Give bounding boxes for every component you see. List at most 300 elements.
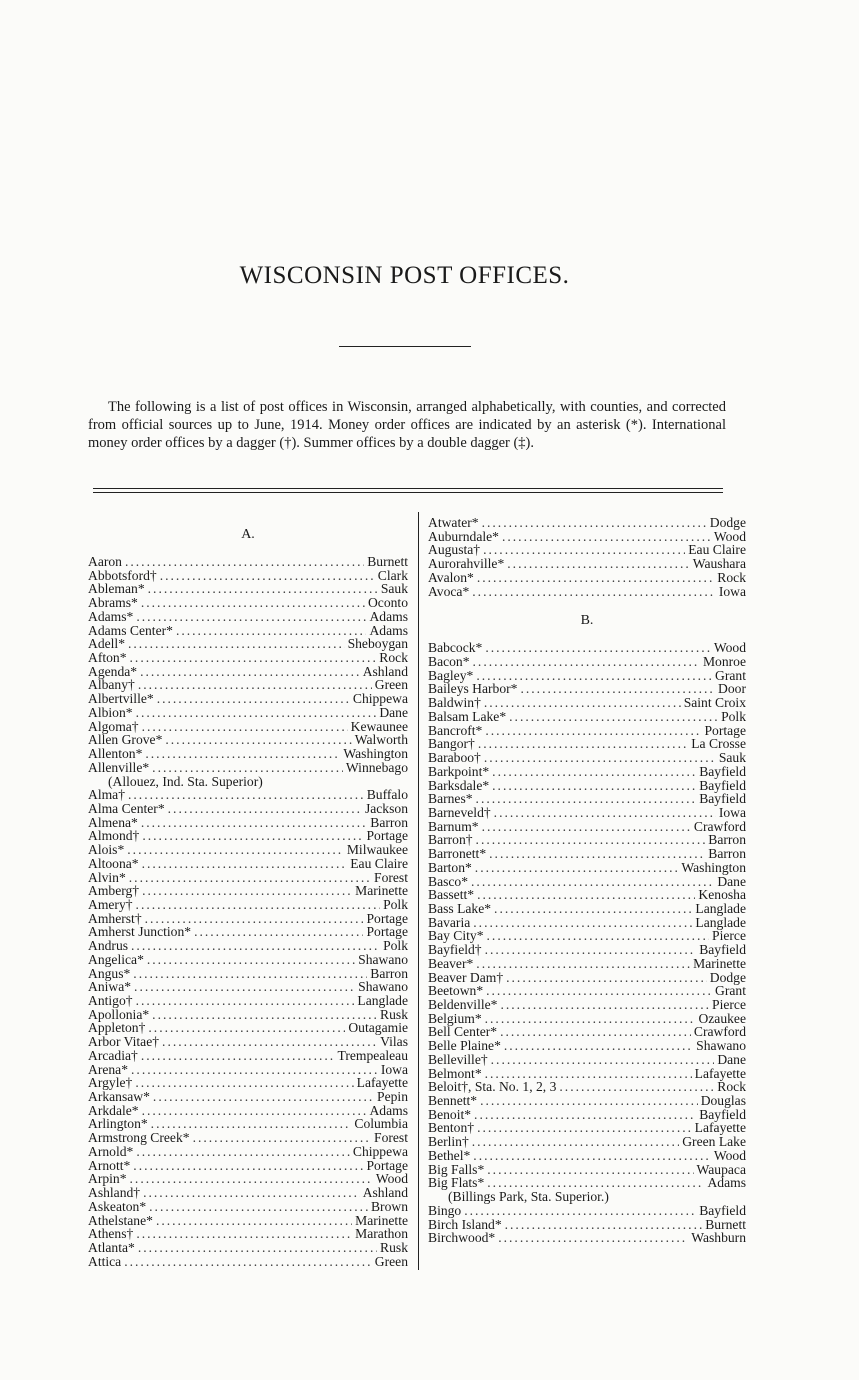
dot-leader [160, 569, 375, 583]
dot-leader [152, 1008, 377, 1022]
county-name: Marinette [355, 883, 408, 899]
dot-leader [485, 724, 701, 738]
post-office-name: Barksdale* [428, 777, 490, 793]
post-office-name: Apollonia* [88, 1006, 150, 1022]
county-name: Green [374, 677, 408, 693]
county-name: Door [718, 681, 746, 697]
post-office-name: Bethel* [428, 1147, 471, 1163]
post-office-name: Askeaton* [88, 1198, 147, 1214]
post-office-entry [428, 957, 746, 971]
post-office-entry [428, 737, 746, 751]
county-name: Oconto [367, 595, 408, 611]
dot-leader [148, 1021, 345, 1035]
county-name: Shawano [358, 951, 408, 967]
dot-leader [168, 802, 362, 816]
column-divider [418, 512, 419, 1270]
county-name: Buffalo [366, 787, 408, 803]
dot-leader [500, 1025, 691, 1039]
post-office-name: Amery† [88, 896, 133, 912]
post-office-name: Birch Island* [428, 1216, 502, 1232]
dot-leader [130, 1172, 373, 1186]
post-office-name: Barnes* [428, 791, 473, 807]
post-office-entry [428, 792, 746, 806]
post-office-entry [88, 1145, 408, 1159]
dot-leader [143, 1186, 360, 1200]
post-office-entry [88, 651, 408, 665]
post-office-entry [428, 1218, 746, 1232]
county-name: Adams [369, 1102, 408, 1118]
post-office-name: Barronett* [428, 846, 487, 862]
dot-leader [125, 555, 364, 569]
post-office-name: Alma Center* [88, 800, 165, 816]
post-office-entry [88, 733, 408, 747]
county-name: Wood [713, 528, 746, 544]
dot-leader [482, 820, 691, 834]
county-name: Portage [704, 722, 746, 738]
dot-leader [483, 543, 685, 557]
dot-leader [484, 751, 716, 765]
post-office-entry [88, 925, 408, 939]
post-office-name: Bangor† [428, 736, 475, 752]
post-office-name: Bancroft* [428, 722, 483, 738]
post-office-name: Athelstane* [88, 1212, 153, 1228]
post-office-name: Adams Center* [88, 622, 173, 638]
county-name: Grant [715, 667, 746, 683]
post-office-name: Bassett* [428, 887, 475, 903]
post-office-name: Arkansaw* [88, 1089, 150, 1105]
post-office-entry [428, 696, 746, 710]
county-name: Milwaukee [346, 842, 408, 858]
dot-leader [193, 1131, 371, 1145]
county-name: Washington [343, 746, 408, 762]
post-office-entry [88, 624, 408, 638]
dot-leader [148, 582, 378, 596]
county-name: Washburn [691, 1230, 746, 1246]
county-name: Crawford [693, 818, 746, 834]
county-name: Barron [370, 814, 408, 830]
dot-leader [485, 1012, 696, 1026]
post-office-entry [88, 871, 408, 885]
post-office-name: Bavaria [428, 914, 471, 930]
post-office-entry [88, 1117, 408, 1131]
county-name: Marinette [355, 1212, 408, 1228]
section-heading-a: A. [241, 527, 255, 542]
post-office-name: Baldwin† [428, 695, 481, 711]
county-name: Iowa [380, 1061, 408, 1077]
post-office-name: Arnott* [88, 1157, 131, 1173]
county-name: Langlade [357, 993, 408, 1008]
post-office-entry [428, 820, 746, 834]
post-office-entry [88, 1186, 408, 1200]
county-name: Dane [717, 1051, 746, 1067]
dot-leader [478, 737, 688, 751]
county-name: Bayfield [699, 763, 746, 779]
dot-leader [498, 1231, 688, 1245]
county-name: Sauk [718, 750, 746, 766]
post-office-name: Aniwa* [88, 979, 132, 995]
county-name: Langlade [695, 914, 746, 930]
dot-leader [472, 585, 716, 599]
post-office-name: Belmont* [428, 1065, 482, 1081]
post-office-name: Allen Grove* [88, 732, 163, 748]
dot-leader [140, 665, 360, 679]
post-office-entry [428, 971, 746, 985]
post-office-name: Barton* [428, 859, 472, 875]
county-name: Portage [366, 828, 408, 844]
county-name: Green Lake [682, 1134, 746, 1150]
post-office-name: Bell Center* [428, 1024, 498, 1040]
county-name: Portage [366, 924, 408, 940]
post-office-name: Argyle† [88, 1075, 133, 1091]
county-name: Burnett [367, 554, 408, 569]
dot-leader [494, 806, 716, 820]
post-office-entry [88, 898, 408, 912]
dot-leader [507, 557, 689, 571]
county-name: Bayfield [699, 1106, 746, 1122]
post-office-entry [428, 1012, 746, 1026]
section-a-list [88, 555, 408, 1268]
post-office-entry [428, 1080, 746, 1094]
dot-leader [485, 943, 697, 957]
post-office-name: Abbotsford† [88, 567, 157, 583]
county-name: Barron [370, 965, 408, 981]
post-office-entry [88, 1241, 408, 1255]
dot-leader [484, 696, 681, 710]
post-office-entry [428, 655, 746, 669]
dot-leader [482, 516, 707, 530]
post-office-entry [88, 912, 408, 926]
dot-leader [141, 596, 365, 610]
post-office-entry [428, 1135, 746, 1149]
post-office-name: Babcock* [428, 640, 483, 656]
station-note: (Allouez, Ind. Sta. Superior) [108, 773, 263, 789]
county-name: Eau Claire [688, 542, 746, 558]
dot-leader [142, 720, 348, 734]
post-office-name: Almena* [88, 814, 138, 830]
post-office-name: Bingo [428, 1202, 462, 1218]
dot-leader [509, 710, 718, 724]
dot-leader [476, 669, 712, 683]
dot-leader [502, 530, 711, 544]
dot-leader [477, 888, 695, 902]
post-office-name: Antigo† [88, 993, 133, 1008]
county-name: Portage [366, 910, 408, 926]
post-office-entry [88, 802, 408, 816]
county-name: Bayfield [699, 942, 746, 958]
county-name: Clark [377, 567, 408, 583]
post-office-entry [428, 847, 746, 861]
post-office-entry [428, 543, 746, 557]
post-office-entry [88, 953, 408, 967]
dot-leader [494, 902, 692, 916]
post-office-entry [88, 1131, 408, 1145]
post-office-name: Atwater* [428, 515, 479, 530]
section-a-continued-list [428, 516, 746, 598]
county-name: Columbia [354, 1116, 408, 1132]
dot-leader [128, 788, 364, 802]
post-office-entry [88, 884, 408, 898]
post-office-name: Birchwood* [428, 1230, 496, 1246]
post-office-entry [88, 1227, 408, 1241]
post-office-entry [428, 875, 746, 889]
dot-leader [471, 875, 714, 889]
post-office-entry [88, 816, 408, 830]
dot-leader [504, 1039, 693, 1053]
county-name: Barron [708, 832, 746, 848]
post-office-name: Angus* [88, 965, 131, 981]
county-name: Shawano [696, 1038, 746, 1054]
post-office-entry [88, 665, 408, 679]
county-name: Wood [713, 1147, 746, 1163]
county-name: Iowa [718, 583, 746, 599]
dot-leader [129, 871, 371, 885]
post-office-entry [428, 724, 746, 738]
dot-leader [131, 1063, 378, 1077]
post-office-name: Arlington* [88, 1116, 148, 1132]
county-name: Sauk [380, 581, 408, 597]
dot-leader [136, 706, 377, 720]
post-office-name: Angelica* [88, 951, 144, 967]
post-office-entry [428, 861, 746, 875]
post-office-name: Ableman* [88, 581, 145, 597]
post-office-name: Bacon* [428, 654, 470, 670]
header-double-rule [93, 488, 723, 493]
post-office-entry [428, 888, 746, 902]
post-office-entry [88, 761, 408, 775]
post-office-name: Benoit* [428, 1106, 472, 1122]
county-name: Polk [721, 708, 746, 724]
post-office-entry [88, 678, 408, 692]
post-office-name: Allenton* [88, 746, 143, 762]
section-heading-b: B. [580, 613, 594, 629]
dot-leader [142, 857, 348, 871]
post-office-entry [428, 530, 746, 544]
post-office-name: Aurorahville* [428, 556, 505, 572]
post-office-entry [428, 751, 746, 765]
post-office-name: Atlanta* [88, 1239, 135, 1255]
post-office-entry [88, 1104, 408, 1118]
post-office-name: Barron† [428, 832, 473, 848]
dot-leader [138, 678, 372, 692]
dot-leader [136, 1227, 352, 1241]
post-office-entry [88, 967, 408, 981]
post-office-name: Belleville† [428, 1051, 488, 1067]
county-name: Iowa [718, 804, 746, 820]
post-office-name: Beaver* [428, 955, 474, 971]
post-office-name: Allenville* [88, 759, 150, 775]
dot-leader [476, 792, 697, 806]
county-name: Burnett [705, 1216, 746, 1232]
county-name: Washington [681, 859, 746, 875]
county-name: Ashland [362, 1185, 408, 1201]
county-name: Marathon [355, 1226, 408, 1242]
post-office-entry [88, 857, 408, 871]
section-b-list [428, 641, 746, 1245]
dot-leader [505, 1218, 703, 1232]
dot-leader [134, 980, 355, 994]
post-office-name: Berlin† [428, 1134, 469, 1150]
county-name: Langlade [695, 900, 746, 916]
dot-leader [485, 641, 711, 655]
dot-leader [138, 1241, 377, 1255]
dot-leader [145, 912, 364, 926]
post-office-entry [428, 916, 746, 930]
dot-leader [487, 1176, 704, 1190]
post-office-name: Avoca* [428, 583, 470, 599]
post-office-name: Basco* [428, 873, 469, 889]
post-office-name: Afton* [88, 650, 127, 666]
post-office-name: Arena* [88, 1061, 129, 1077]
county-name: Chippewa [352, 691, 408, 707]
dot-leader [474, 1108, 696, 1122]
post-office-name: Alois* [88, 842, 125, 858]
dot-leader [152, 761, 343, 775]
post-office-name: Bennett* [428, 1093, 478, 1109]
county-name: Marinette [693, 955, 746, 971]
intro-paragraph: The following is a list of post offices in Wisconsin, arranged alphabetically, with counties, and corrected from official sources up to June, 1914. Money order offices are indicated by an asterisk (*). International money order offices by a dagger (†). Summer offices by a double dagger (‡). [88, 399, 726, 451]
dot-leader [135, 1076, 353, 1090]
post-office-entry [428, 833, 746, 847]
post-office-entry [88, 939, 408, 953]
post-office-entry [428, 929, 746, 943]
dot-leader [142, 829, 363, 843]
dot-leader [130, 651, 377, 665]
dot-leader [194, 925, 363, 939]
county-name: Grant [715, 983, 746, 999]
post-office-name: Beloit†, Sta. No. 1, 2, 3 [428, 1079, 557, 1095]
county-name: Ozaukee [698, 1010, 746, 1026]
post-office-name: Arcadia† [88, 1047, 138, 1063]
county-name: Kewaunee [350, 718, 408, 734]
county-name: Bayfield [699, 791, 746, 807]
post-office-entry [88, 1214, 408, 1228]
dot-leader [136, 994, 355, 1008]
post-office-entry [428, 765, 746, 779]
post-office-entry [428, 806, 746, 820]
post-office-entry [88, 994, 408, 1008]
post-office-entry [428, 779, 746, 793]
post-office-entry [88, 582, 408, 596]
post-office-name: Agenda* [88, 663, 138, 679]
post-office-entry [428, 902, 746, 916]
post-office-name: Albertville* [88, 691, 154, 707]
dot-leader [559, 1080, 714, 1094]
county-name: Rock [717, 569, 746, 585]
county-name: Dodge [709, 969, 746, 985]
dot-leader [487, 1163, 693, 1177]
county-name: Saint Croix [683, 695, 746, 711]
post-office-entry [88, 1008, 408, 1022]
dot-leader [480, 1094, 698, 1108]
dot-leader [136, 898, 381, 912]
county-name: Lafayette [694, 1065, 746, 1081]
county-name: Eau Claire [350, 855, 408, 871]
post-office-name: Arpin* [88, 1171, 127, 1187]
post-office-name: Auburndale* [428, 528, 499, 544]
dot-leader [165, 733, 351, 747]
post-office-name: Bass Lake* [428, 900, 492, 916]
dot-leader [477, 571, 714, 585]
dot-leader [500, 998, 709, 1012]
post-office-entry [428, 1231, 746, 1245]
post-office-name: Big Flats* [428, 1175, 485, 1191]
dot-leader [491, 1053, 715, 1067]
county-name: Brown [370, 1198, 408, 1214]
post-office-entry [88, 1076, 408, 1090]
post-office-name: Arbor Vitae† [88, 1034, 160, 1050]
county-name: Adams [369, 622, 408, 638]
county-name: Rusk [380, 1239, 408, 1255]
dot-leader [489, 847, 705, 861]
post-office-name: Beldenville* [428, 997, 498, 1012]
dot-leader [124, 1255, 372, 1269]
dot-leader [142, 884, 352, 898]
post-office-name: Beetown* [428, 983, 484, 999]
county-name: Waupaca [696, 1161, 746, 1177]
post-office-name: Armstrong Creek* [88, 1130, 190, 1146]
county-name: Pepin [377, 1089, 408, 1105]
county-name: Polk [383, 938, 408, 954]
left-column [88, 528, 408, 1268]
post-office-name: Appleton† [88, 1020, 146, 1036]
post-office-entry [428, 1108, 746, 1122]
post-office-name: Amherst† [88, 910, 142, 926]
county-name: Rock [717, 1079, 746, 1095]
post-office-entry [88, 596, 408, 610]
county-name: Dodge [709, 515, 746, 530]
post-office-entry [428, 571, 746, 585]
post-office-name: Bagley* [428, 667, 474, 683]
dot-leader [153, 1090, 374, 1104]
county-name: Dane [379, 704, 408, 720]
dot-leader [145, 747, 340, 761]
post-office-entry [88, 1021, 408, 1035]
post-office-name: Barneveld† [428, 804, 491, 820]
county-name: Barron [708, 846, 746, 862]
post-office-name: Altoona* [88, 855, 139, 871]
post-office-name: Alvin* [88, 869, 126, 885]
dot-leader [472, 1135, 679, 1149]
post-office-entry [88, 610, 408, 624]
county-name: Douglas [700, 1093, 746, 1109]
post-office-entry [428, 710, 746, 724]
dot-leader [128, 637, 345, 651]
county-name: Adams [707, 1175, 746, 1191]
post-office-name: Abrams* [88, 595, 138, 611]
county-name: Green [374, 1253, 408, 1269]
right-column [428, 516, 746, 1245]
dot-leader [156, 1214, 352, 1228]
dot-leader [473, 916, 692, 930]
dot-leader [492, 779, 696, 793]
county-name: Kenosha [698, 887, 746, 903]
post-office-entry [428, 669, 746, 683]
dot-leader [141, 1049, 335, 1063]
county-name: La Crosse [691, 736, 746, 752]
post-office-name: Bayfield† [428, 942, 482, 958]
county-name: Adams [369, 608, 408, 624]
post-office-name: Arkdale* [88, 1102, 139, 1118]
page-title: WISCONSIN POST OFFICES. [239, 262, 570, 289]
county-name: Forest [374, 1130, 408, 1146]
section-gap [428, 598, 746, 614]
county-name: Lafayette [694, 1120, 746, 1136]
post-office-entry [88, 788, 408, 802]
post-office-name: Adams* [88, 608, 134, 624]
dot-leader [486, 984, 712, 998]
post-office-name: Albion* [88, 704, 133, 720]
county-name: Rusk [380, 1006, 408, 1022]
